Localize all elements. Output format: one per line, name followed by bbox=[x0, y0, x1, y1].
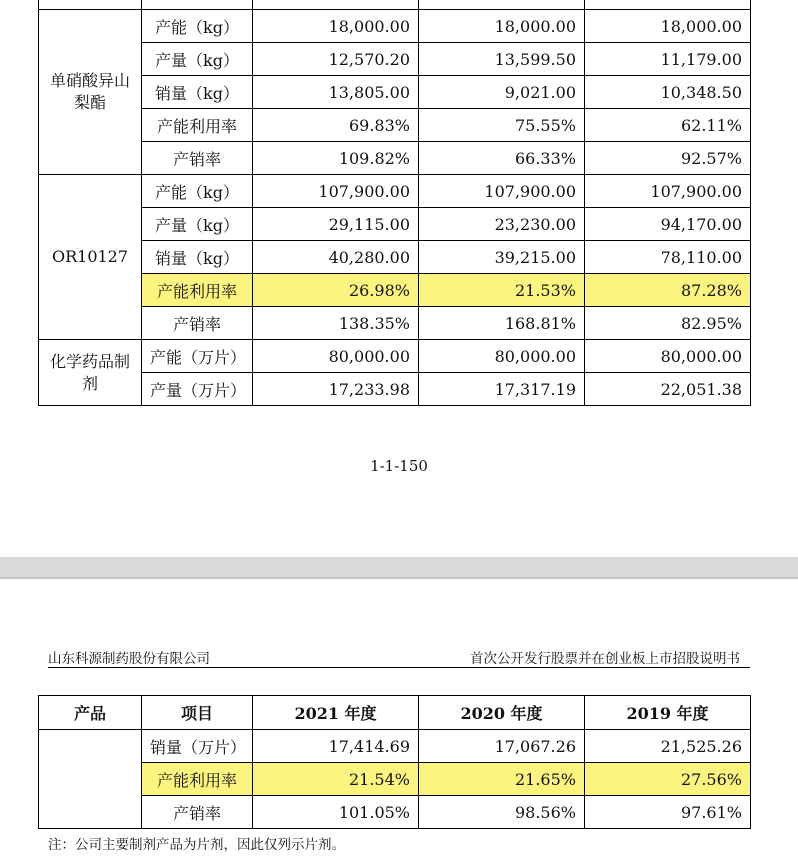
value-2021: 80,000.00 bbox=[253, 340, 419, 373]
cut-cell bbox=[585, 0, 751, 10]
col-header-2021: 2021 年度 bbox=[253, 696, 419, 730]
value-2019: 21,525.26 bbox=[585, 730, 751, 763]
value-2021: 109.82% bbox=[253, 142, 419, 175]
document-title: 首次公开发行股票并在创业板上市招股说明书 bbox=[470, 651, 740, 667]
value-2020: 66.33% bbox=[419, 142, 585, 175]
value-2021: 17,414.69 bbox=[253, 730, 419, 763]
value-2020: 21.53% bbox=[419, 274, 585, 307]
table-note: 注：公司主要制剂产品为片剂，因此仅列示片剂。 bbox=[48, 837, 345, 853]
value-2019: 78,110.00 bbox=[585, 241, 751, 274]
value-2020: 23,230.00 bbox=[419, 208, 585, 241]
row-item: 产量（kg） bbox=[142, 43, 253, 76]
table-row bbox=[39, 307, 751, 340]
cut-cell bbox=[253, 0, 419, 10]
value-2021: 17,233.98 bbox=[253, 373, 419, 406]
product-name-continued bbox=[39, 730, 142, 829]
value-2021: 18,000.00 bbox=[253, 10, 419, 43]
table-row bbox=[39, 730, 751, 763]
value-2019: 87.28% bbox=[585, 274, 751, 307]
row-item: 销量（万片） bbox=[142, 730, 253, 763]
value-2021: 138.35% bbox=[253, 307, 419, 340]
value-2019: 82.95% bbox=[585, 307, 751, 340]
value-2019: 11,179.00 bbox=[585, 43, 751, 76]
value-2019: 92.57% bbox=[585, 142, 751, 175]
value-2019: 94,170.00 bbox=[585, 208, 751, 241]
top-table-body bbox=[39, 0, 751, 406]
value-2021: 40,280.00 bbox=[253, 241, 419, 274]
value-2020: 80,000.00 bbox=[419, 340, 585, 373]
value-2020: 17,317.19 bbox=[419, 373, 585, 406]
header-rule bbox=[48, 667, 750, 668]
row-item: 产量（kg） bbox=[142, 208, 253, 241]
value-2020: 21.65% bbox=[419, 763, 585, 796]
table-row bbox=[39, 76, 751, 109]
value-2019: 27.56% bbox=[585, 763, 751, 796]
page-separator bbox=[0, 557, 798, 577]
row-item: 产能利用率 bbox=[142, 763, 253, 796]
bottom-table-body bbox=[39, 730, 751, 829]
value-2021: 21.54% bbox=[253, 763, 419, 796]
table-row bbox=[39, 208, 751, 241]
page-separator-line bbox=[0, 577, 798, 579]
row-item: 产能利用率 bbox=[142, 274, 253, 307]
product-name: 化学药品制剂 bbox=[39, 340, 142, 406]
product-name: 单硝酸异山梨酯 bbox=[39, 10, 142, 175]
row-item: 产能（万片） bbox=[142, 340, 253, 373]
value-2020: 17,067.26 bbox=[419, 730, 585, 763]
capacity-table-top bbox=[38, 0, 751, 406]
value-2019: 18,000.00 bbox=[585, 10, 751, 43]
capacity-table-bottom bbox=[38, 695, 751, 829]
table-row bbox=[39, 340, 751, 373]
table-row bbox=[39, 241, 751, 274]
cut-cell bbox=[419, 0, 585, 10]
value-2020: 18,000.00 bbox=[419, 10, 585, 43]
product-name: OR10127 bbox=[39, 175, 142, 340]
cut-cell bbox=[39, 0, 142, 10]
value-2021: 69.83% bbox=[253, 109, 419, 142]
row-item: 产量（万片） bbox=[142, 373, 253, 406]
table-row bbox=[39, 763, 751, 796]
col-header-product: 产品 bbox=[39, 696, 142, 730]
value-2020: 98.56% bbox=[419, 796, 585, 829]
table-row bbox=[39, 373, 751, 406]
row-item: 产能利用率 bbox=[142, 109, 253, 142]
company-name: 山东科源制药股份有限公司 bbox=[48, 651, 210, 667]
value-2021: 107,900.00 bbox=[253, 175, 419, 208]
row-item: 产能（kg） bbox=[142, 175, 253, 208]
col-header-item: 项目 bbox=[142, 696, 253, 730]
col-header-2019: 2019 年度 bbox=[585, 696, 751, 730]
table-row bbox=[39, 274, 751, 307]
value-2021: 12,570.20 bbox=[253, 43, 419, 76]
table-row bbox=[39, 109, 751, 142]
row-item: 产销率 bbox=[142, 796, 253, 829]
value-2020: 39,215.00 bbox=[419, 241, 585, 274]
value-2020: 75.55% bbox=[419, 109, 585, 142]
table-row bbox=[39, 10, 751, 43]
row-item: 产能（kg） bbox=[142, 10, 253, 43]
value-2019: 62.11% bbox=[585, 109, 751, 142]
table-row bbox=[39, 175, 751, 208]
value-2020: 9,021.00 bbox=[419, 76, 585, 109]
row-item: 销量（kg） bbox=[142, 76, 253, 109]
row-item: 销量（kg） bbox=[142, 241, 253, 274]
cut-cell bbox=[142, 0, 253, 10]
value-2019: 80,000.00 bbox=[585, 340, 751, 373]
table-row bbox=[39, 796, 751, 829]
table-row bbox=[39, 142, 751, 175]
value-2021: 101.05% bbox=[253, 796, 419, 829]
value-2019: 107,900.00 bbox=[585, 175, 751, 208]
value-2021: 13,805.00 bbox=[253, 76, 419, 109]
row-item: 产销率 bbox=[142, 142, 253, 175]
value-2021: 26.98% bbox=[253, 274, 419, 307]
value-2019: 22,051.38 bbox=[585, 373, 751, 406]
col-header-2020: 2020 年度 bbox=[419, 696, 585, 730]
value-2020: 168.81% bbox=[419, 307, 585, 340]
value-2019: 10,348.50 bbox=[585, 76, 751, 109]
row-item: 产销率 bbox=[142, 307, 253, 340]
value-2020: 13,599.50 bbox=[419, 43, 585, 76]
page-number: 1-1-150 bbox=[370, 457, 428, 475]
value-2020: 107,900.00 bbox=[419, 175, 585, 208]
table-row bbox=[39, 43, 751, 76]
value-2021: 29,115.00 bbox=[253, 208, 419, 241]
value-2019: 97.61% bbox=[585, 796, 751, 829]
